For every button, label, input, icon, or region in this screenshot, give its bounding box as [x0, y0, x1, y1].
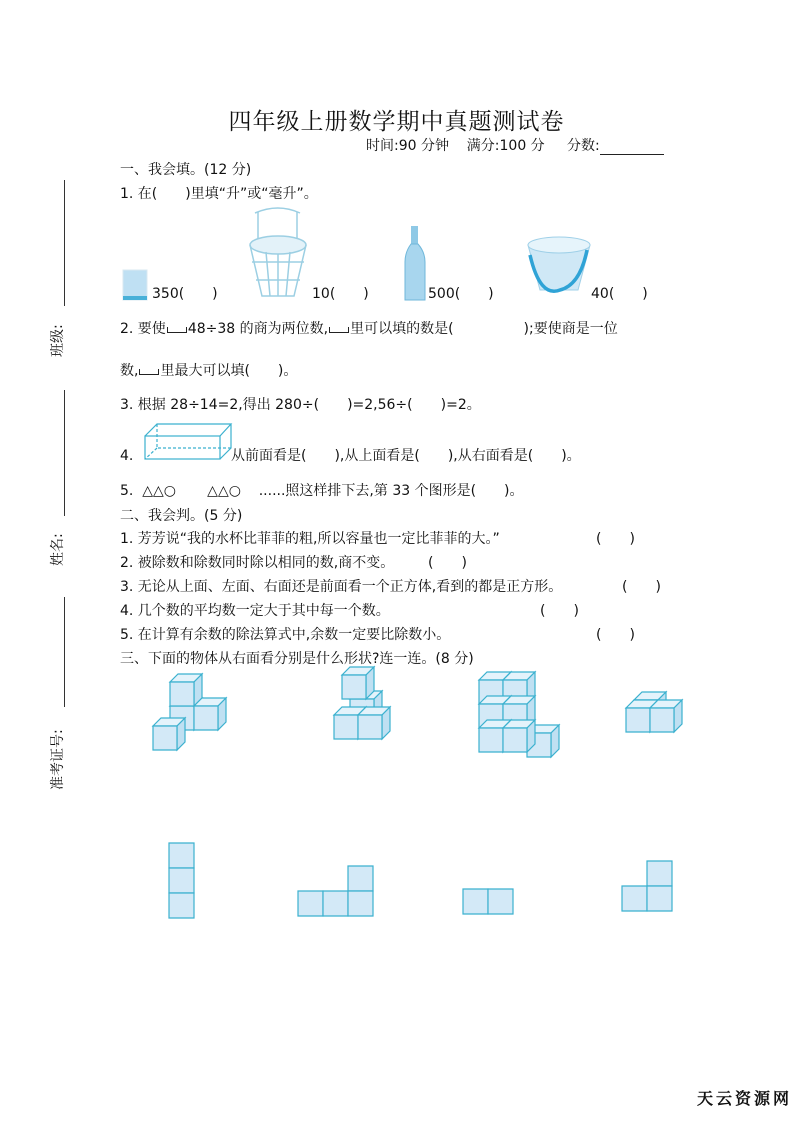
solid-figure-2[interactable]	[334, 667, 390, 739]
view-shape-2[interactable]	[298, 866, 373, 916]
view-shape-4[interactable]	[622, 861, 672, 911]
q2-text-c[interactable]: 里可以填的数是( );要使商是一位	[350, 321, 618, 337]
q4-number: 4.	[120, 448, 134, 464]
q5-pattern: △△○	[207, 483, 241, 499]
solid-figure-1[interactable]	[153, 674, 226, 750]
q2-text-b: 48÷38 的商为两位数,	[187, 321, 329, 337]
judge-item-2: 2. 被除数和除数同时除以相同的数,商不变。	[120, 555, 395, 571]
section2-heading: 二、我会判。(5 分)	[120, 508, 243, 524]
judge-bracket-3[interactable]: ( )	[622, 579, 661, 595]
q2-text-e[interactable]: 里最大可以填( )。	[160, 363, 298, 379]
q1-item-wooden-bucket[interactable]: 10( )	[312, 286, 369, 302]
q4-text[interactable]: 从前面看是( ),从上面看是( ),从右面看是( )。	[231, 448, 581, 464]
judge-item-1: 1. 芳芳说“我的水杯比菲菲的粗,所以容量也一定比菲菲的大。”	[120, 531, 500, 547]
q3-text[interactable]: 3. 根据 28÷14=2,得出 280÷( )=2,56÷( )=2。	[120, 397, 481, 413]
judge-item-3: 3. 无论从上面、左面、右面还是前面看一个正方体,看到的都是正方形。	[120, 579, 563, 595]
view-shape-3[interactable]	[463, 889, 513, 914]
q5-pattern: △△○	[142, 483, 177, 499]
q5-number: 5.	[120, 483, 134, 499]
view-shape-1[interactable]	[169, 843, 194, 918]
name-label: 姓名:	[50, 533, 66, 566]
watermark-logo: 天云资源网	[697, 1089, 793, 1108]
q1-text: 1. 在( )里填“升”或“毫升”。	[120, 186, 318, 202]
full-score: 满分:100 分	[466, 138, 545, 154]
judge-item-4: 4. 几个数的平均数一定大于其中每一个数。	[120, 603, 390, 619]
q1-item-bucket[interactable]: 40( )	[591, 286, 648, 302]
q2-text-d: 数,	[120, 363, 139, 379]
section3-heading: 三、下面的物体从右面看分别是什么形状?连一连。(8 分)	[120, 651, 474, 667]
q1-item-bottle[interactable]: 500( )	[428, 286, 494, 302]
class-label: 班级:	[50, 324, 66, 357]
exam-id-label: 准考证号:	[50, 729, 66, 790]
page-title: 四年级上册数学期中真题测试卷	[228, 109, 565, 135]
judge-bracket-5[interactable]: ( )	[596, 627, 635, 643]
solid-figure-3[interactable]	[479, 672, 559, 757]
judge-bracket-4[interactable]: ( )	[540, 603, 579, 619]
judge-item-5: 5. 在计算有余数的除法算式中,余数一定要比除数小。	[120, 627, 451, 643]
q1-item-glass[interactable]: 350( )	[152, 286, 218, 302]
time-limit: 时间:90 分钟	[366, 138, 449, 154]
section1-heading: 一、我会填。(12 分)	[120, 162, 252, 178]
judge-bracket-1[interactable]: ( )	[596, 531, 635, 547]
judge-bracket-2[interactable]: ( )	[428, 555, 467, 571]
score-label: 分数:	[566, 138, 600, 154]
q5-text[interactable]: ......照这样排下去,第 33 个图形是( )。	[258, 483, 524, 499]
q2-text-a: 2. 要使	[120, 321, 166, 337]
solid-figure-4[interactable]	[626, 692, 682, 732]
